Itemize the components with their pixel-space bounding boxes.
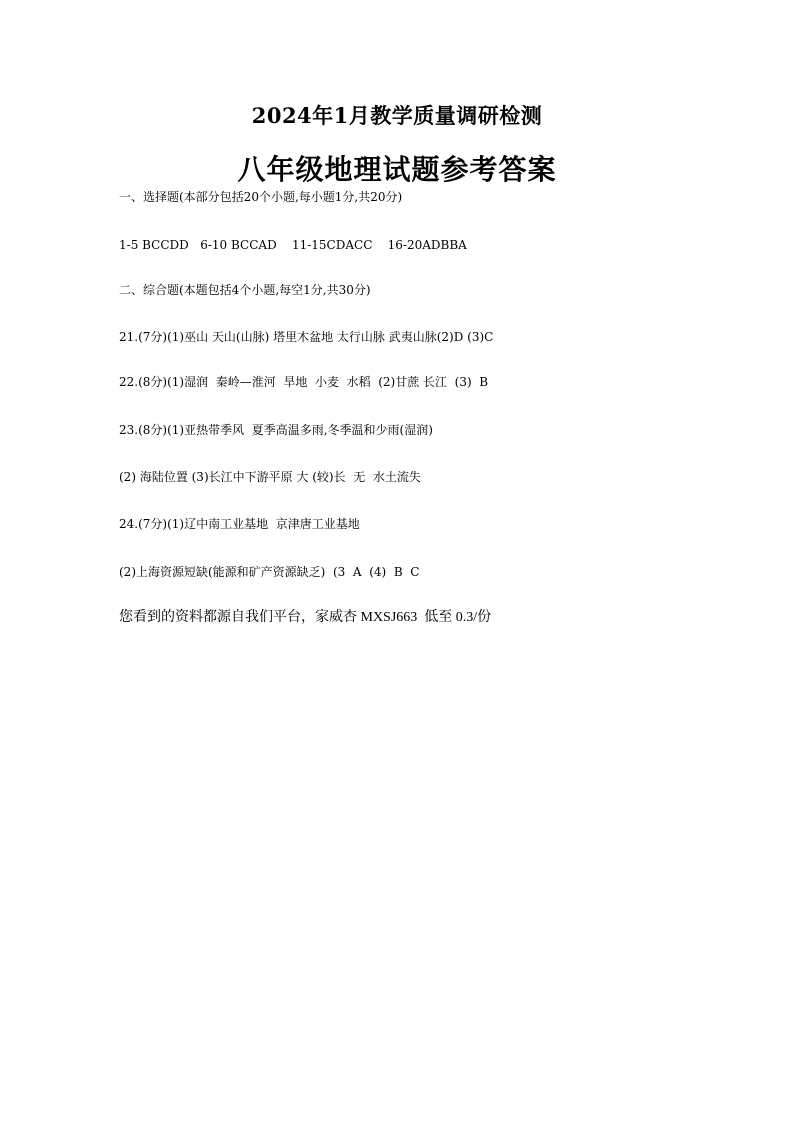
exam-title: 2024年1月教学质量调研检测 (251, 103, 543, 128)
answer-24-part-1: 24.(7分)(1)辽中南工业基地 京津唐工业基地 (119, 517, 360, 531)
footer-note: 您看到的资料都源自我们平台，家威杏 MXSJ663 低至 0.3/份 (119, 610, 492, 625)
answer-24-part-2: (2)上海资源短缺(能源和矿产资源缺乏) (3 A (4) B C (119, 565, 420, 579)
section-2-heading: 二、综合题(本题包括4个小题,每空1分,共30分) (119, 283, 371, 297)
answer-21: 21.(7分)(1)巫山 天山(山脉) 塔里木盆地 太行山脉 武夷山脉(2)D (3)C (119, 330, 494, 344)
answer-key-title: 八年级地理试题参考答案 (237, 153, 557, 186)
multiple-choice-answers: 1-5 BCCDD 6-10 BCCAD 11-15CDACC 16-20ADBBA (119, 238, 467, 252)
answer-23-part-2: (2) 海陆位置 (3)长江中下游平原 大 (较)长 无 水土流失 (119, 470, 421, 484)
section-1-heading: 一、选择题(本部分包括20个小题,每小题1分,共20分) (119, 190, 403, 204)
answer-23-part-1: 23.(8分)(1)亚热带季风 夏季高温多雨,冬季温和少雨(湿润) (119, 423, 433, 437)
answer-22: 22.(8分)(1)湿润 秦岭—淮河 旱地 小麦 水稻 (2)甘蔗 长江 (3) B (119, 375, 489, 389)
